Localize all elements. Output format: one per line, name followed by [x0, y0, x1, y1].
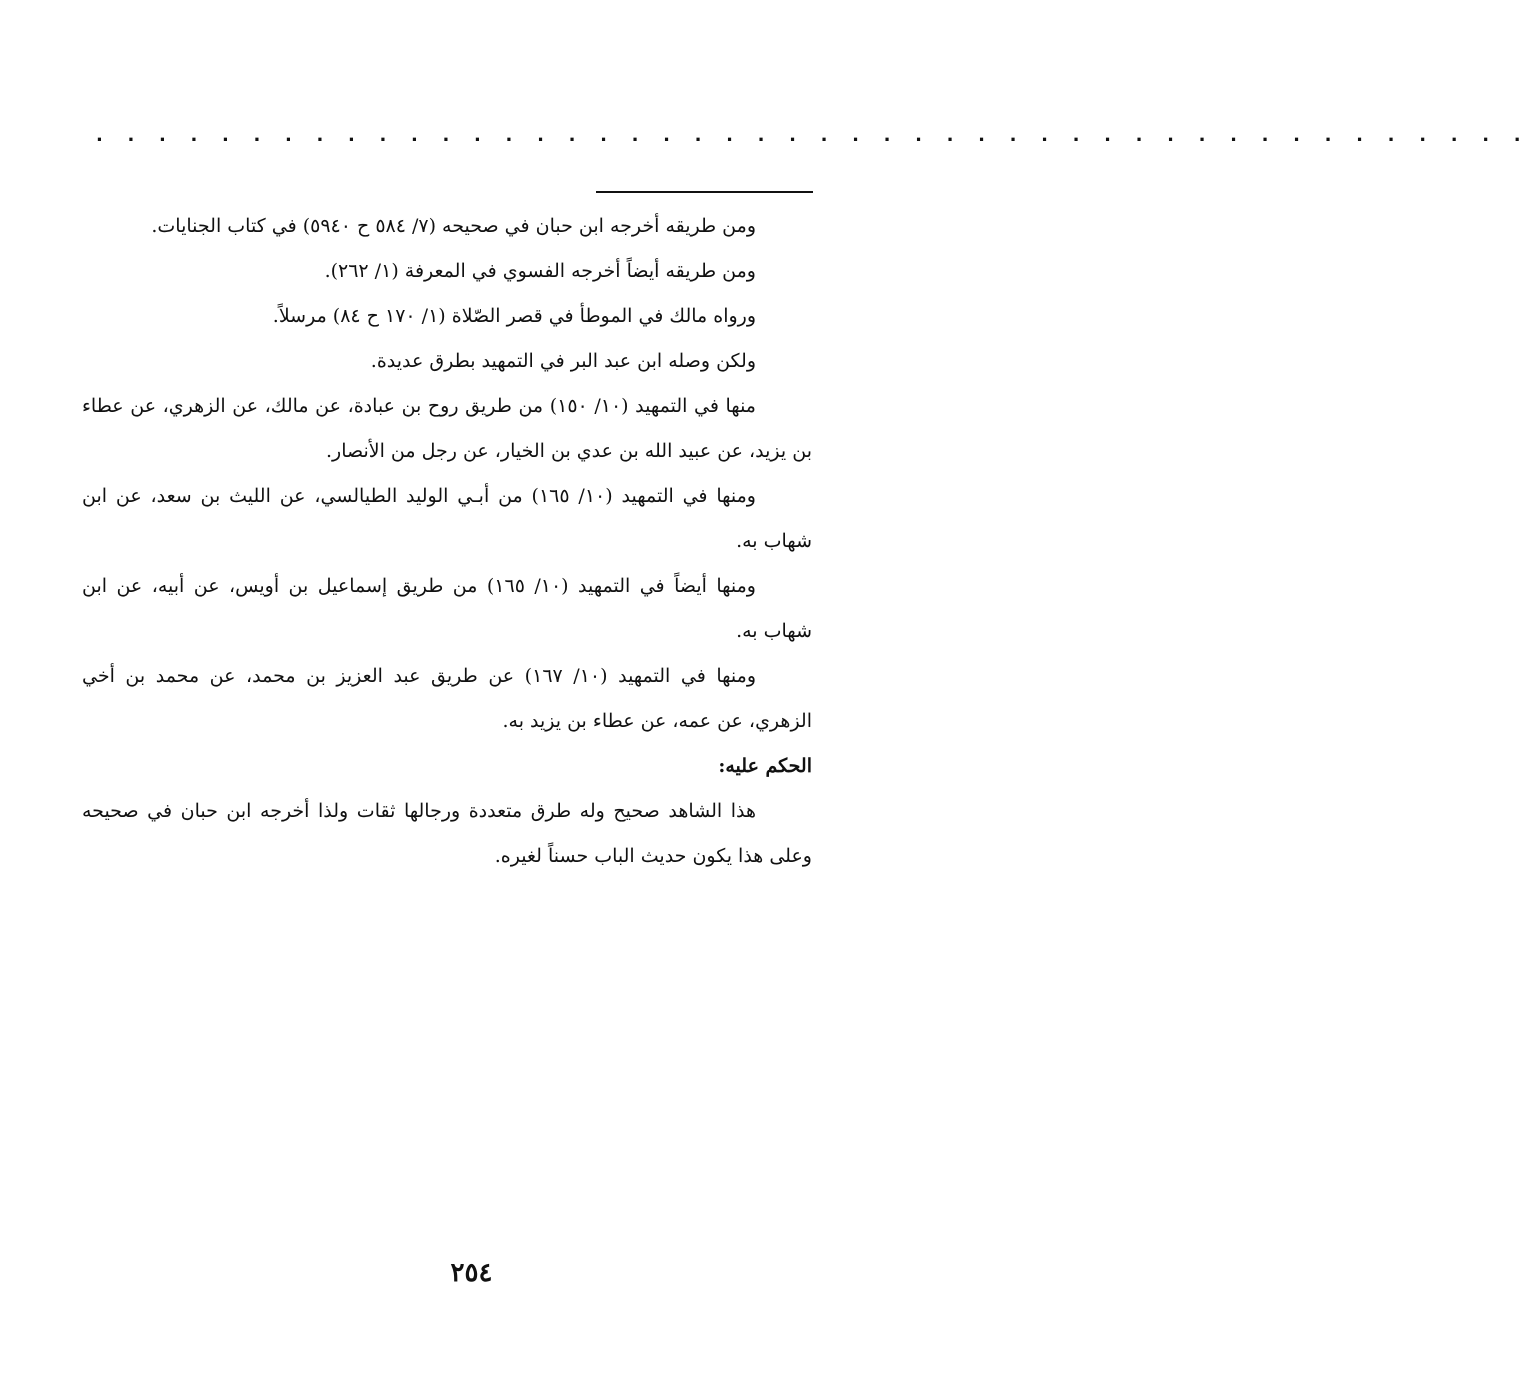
- footnote-paragraph: ومنها في التمهيد (١٠/ ١٦٥) من أبـي الوليد الطيالسي، عن الليث بن سعد، عن ابن شهاب به.: [82, 485, 812, 552]
- page-number: ٢٥٤: [450, 1258, 493, 1288]
- footnote-paragraph: ولكن وصله ابن عبد البر في التمهيد بطرق عديدة.: [370, 350, 756, 372]
- footnote-paragraph: ومنها في التمهيد (١٠/ ١٦٧) عن طريق عبد العزيز بن محمد، عن محمد بن أخي الزهري، عن عمه، عن عطاء بن يزيد به.: [82, 665, 812, 732]
- separator-dots: . . . . . . . . . . . . . . . . . . . . . . . . . . . . . . . . . . . . . . . . . . . . . .: [96, 125, 1530, 146]
- footnote-paragraph: ومنها أيضاً في التمهيد (١٠/ ١٦٥) من طريق إسماعيل بن أويس، عن أبيه، عن ابن شهاب به.: [82, 575, 812, 642]
- footnote-block: [82, 204, 812, 879]
- footnote-rule: [596, 191, 813, 193]
- ruling-heading: الحكم عليه:: [718, 755, 812, 777]
- footnote-paragraph: ومن طريقه أخرجه ابن حبان في صحيحه (٧/ ٥٨٤ ح ٥٩٤٠) في كتاب الجنايات.: [151, 215, 756, 237]
- footnote-paragraph: منها في التمهيد (١٠/ ١٥٠) من طريق روح بن عبادة، عن مالك، عن الزهري، عن عطاء بن يزيد، عن عبيد الله بن عدي بن الخيار، عن رجل من الأنصار.: [82, 395, 812, 462]
- footnote-paragraph: ورواه مالك في الموطأ في قصر الصّلاة (١/ ١٧٠ ح ٨٤) مرسلاً.: [272, 305, 756, 327]
- footnote-paragraph: ومن طريقه أيضاً أخرجه الفسوي في المعرفة (١/ ٢٦٢).: [324, 260, 756, 282]
- ruling-paragraph: هذا الشاهد صحيح وله طرق متعددة ورجالها ثقات ولذا أخرجه ابن حبان في صحيحه وعلى هذا يكون حديث الباب حسناً لغيره.: [82, 800, 812, 867]
